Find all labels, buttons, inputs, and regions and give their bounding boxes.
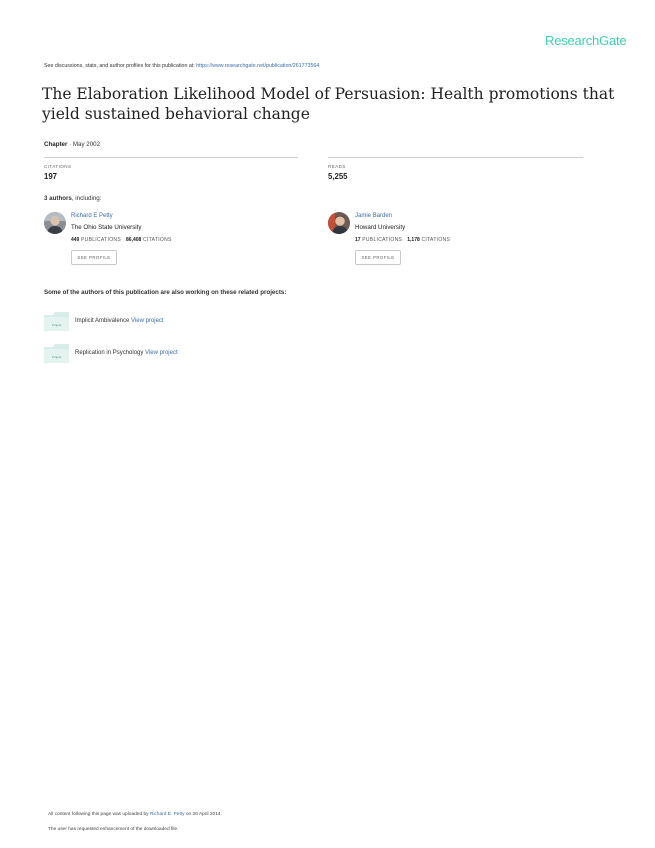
authors-heading (44, 195, 101, 202)
author-institution: Howard University (355, 224, 406, 231)
avatar[interactable] (44, 212, 66, 234)
project-title: Implicit Ambivalence (75, 318, 130, 324)
project-icon-label: Project (51, 323, 62, 327)
meta-separator: · (67, 141, 73, 148)
see-profile-button[interactable]: SEE PROFILE (71, 250, 117, 265)
citations-label: CITATIONS (421, 237, 451, 243)
publication-date: May 2002 (72, 141, 101, 148)
author-citations-count: 86,408 (126, 237, 142, 243)
uploader-link[interactable]: Richard E. Petty (149, 812, 185, 817)
author-card-2 (328, 212, 578, 272)
author-citations-count: 1,178 (407, 237, 420, 243)
publication-link[interactable]: https://www.researchgate.net/publication/261773564 (196, 63, 320, 69)
avatar[interactable] (328, 212, 350, 234)
researchgate-logo[interactable]: ResearchGate (545, 33, 627, 48)
upload-suffix: on 26 April 2014. (184, 812, 222, 817)
citations-label: CITATIONS (143, 237, 172, 243)
view-project-link[interactable]: View project (145, 350, 178, 356)
project-title: Replication in Psychology (75, 350, 144, 356)
author-card-1 (44, 212, 294, 272)
author-stats (355, 237, 450, 243)
publications-label: PUBLICATIONS (81, 237, 121, 243)
related-projects-heading: Some of the authors of this publication are also working on these related projects: (44, 289, 287, 296)
project-folder-icon (44, 311, 69, 331)
discussions-text: See discussions, stats, and author profiles for this publication at: (44, 63, 197, 69)
author-photo-icon (44, 212, 66, 234)
project-title-line (75, 350, 178, 356)
authors-count: 3 authors (44, 195, 72, 202)
author-name-link[interactable]: Jamie Barden (355, 213, 393, 219)
discussions-line (44, 63, 319, 69)
publication-title: The Elaboration Likelihood Model of Persuasion: Health promotions that yield sustained behavioral change (42, 85, 615, 123)
author-publications-count: 449 (71, 237, 80, 243)
author-institution: The Ohio State University (71, 224, 142, 231)
project-folder-icon (44, 343, 69, 363)
project-item-1 (44, 311, 344, 333)
see-profile-button[interactable]: SEE PROFILE (355, 250, 401, 265)
upload-note (48, 812, 222, 817)
view-project-link[interactable]: View project (131, 318, 164, 324)
project-icon-label: Project (51, 355, 62, 359)
publications-label: PUBLICATIONS (362, 237, 403, 243)
publication-meta (44, 141, 100, 148)
reads-count: 5,255 (328, 172, 348, 181)
author-name-link[interactable]: Richard E Petty (71, 213, 113, 219)
citations-count: 197 (44, 172, 58, 181)
enhancement-note: The user has requested enhancement of the downloaded file. (48, 827, 179, 832)
author-stats (71, 237, 172, 243)
authors-suffix: , including: (71, 195, 102, 202)
author-photo-icon (328, 212, 350, 234)
reads-label: READS (328, 164, 346, 169)
divider-citations (44, 157, 298, 158)
divider-reads (328, 157, 583, 158)
project-item-2 (44, 343, 344, 365)
citations-label: CITATIONS (44, 164, 72, 169)
publication-type: Chapter (44, 141, 68, 148)
upload-prefix: All content following this page was uploaded by (48, 812, 150, 817)
project-title-line (75, 318, 164, 324)
author-publications-count: 17 (355, 237, 361, 243)
